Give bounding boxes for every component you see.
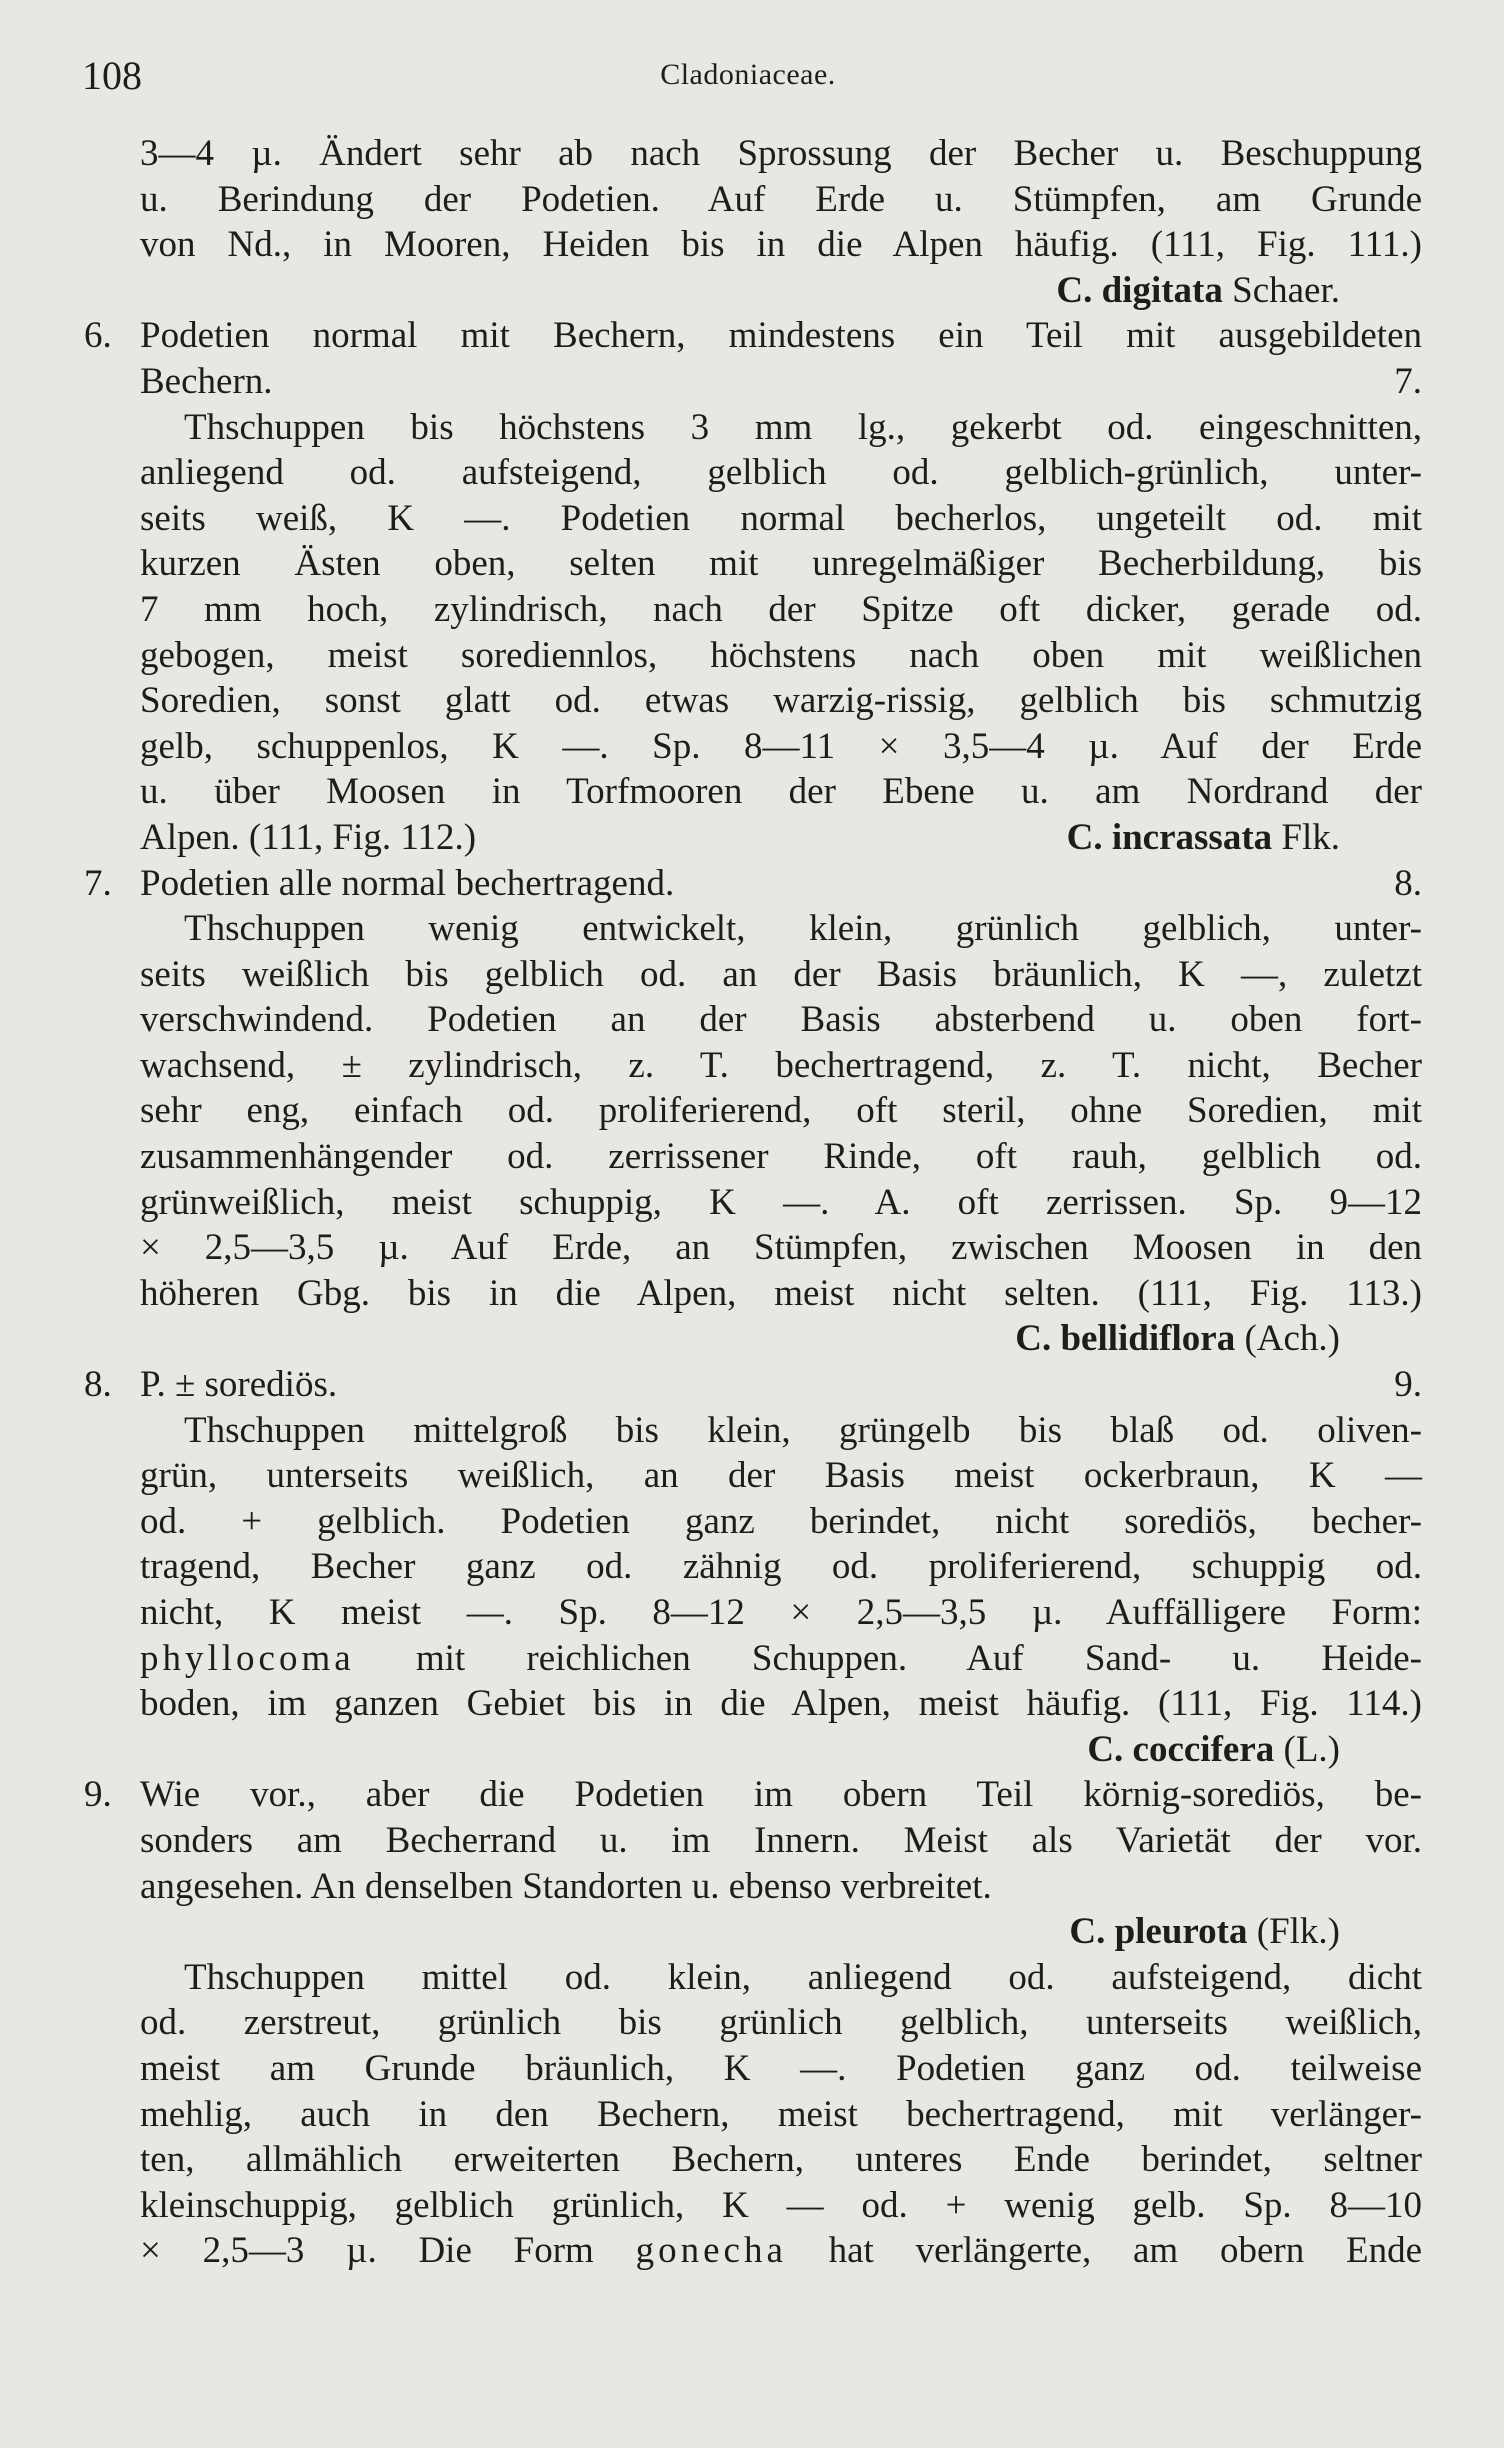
text-line: mehlig, auch in den Bechern, meist bechertragend, mit verlänger- [140, 2093, 1422, 2135]
form-name: gonecha [635, 2230, 787, 2272]
key-number: 9. [84, 1774, 112, 1816]
text-line: Thschuppen bis höchstens 3 mm lg., gekerbt od. eingeschnitten, [184, 406, 1422, 448]
text-line: zusammenhängender od. zerrissener Rinde, oft rauh, gelblich od. [140, 1136, 1422, 1178]
text-line: × 2,5—3,5 µ. Auf Erde, an Stümpfen, zwischen Moosen in den [140, 1227, 1422, 1269]
page-header [82, 52, 1414, 102]
text-line: sehr eng, einfach od. proliferierend, oft steril, ohne Soredien, mit [140, 1090, 1422, 1132]
text-line: Thschuppen wenig entwickelt, klein, grünlich gelblich, unter- [184, 908, 1422, 950]
species-binomial: C. bellidiflora [1015, 1318, 1236, 1360]
text-line: nicht, K meist —. Sp. 8—12 × 2,5—3,5 µ. Auffälligere Form: [140, 1592, 1422, 1633]
text-line: verschwindend. Podetien an der Basis absterbend u. oben fort- [140, 999, 1422, 1041]
text-line: Alpen. (111, Fig. 112.) C. incrassata Flk. [92, 815, 1422, 861]
key-entry-line: 7. Podetien alle normal bechertragend. 8. [92, 861, 1422, 907]
species-name: C. coccifera (L.) [1087, 1728, 1340, 1770]
text-line: u. über Moosen in Torfmooren der Ebene u. am Nordrand der [140, 771, 1422, 813]
species-binomial: C. digitata [1056, 269, 1223, 311]
text-line: seits weißlich bis gelblich od. an der Basis bräunlich, K —, zuletzt [140, 953, 1422, 995]
species-name: C. pleurota (Flk.) [1069, 1911, 1340, 1953]
key-lead-number: 8. [1394, 862, 1422, 904]
text-line: 7 mm hoch, zylindrisch, nach der Spitze oft dicker, gerade od. [140, 588, 1422, 630]
text-line: tragend, Becher ganz od. zähnig od. proliferierend, schuppig od. [140, 1546, 1422, 1588]
text-line: anliegend od. aufsteigend, gelblich od. gelblich-grünlich, unter- [140, 452, 1422, 494]
key-entry-line: 8. P. ± sorediös. 9. [92, 1362, 1422, 1408]
text-line: angesehen. An denselben Standorten u. ebenso verbreitet. [140, 1865, 992, 1907]
text-line: Thschuppen mittel od. klein, anliegend od. aufsteigend, dicht [184, 1956, 1422, 1998]
text-line: wachsend, ± zylindrisch, z. T. bechertragend, z. T. nicht, Becher [140, 1044, 1422, 1086]
text-line: höheren Gbg. bis in die Alpen, meist nicht selten. (111, Fig. 113.) [140, 1272, 1422, 1314]
text-line: od. zerstreut, grünlich bis grünlich gelblich, unterseits weißlich, [140, 2002, 1422, 2044]
species-binomial: C. pleurota [1069, 1911, 1248, 1953]
key-entry-line: Bechern. 7. [92, 359, 1422, 405]
key-entry-line: 9. Wie vor., aber die Podetien im obern Teil körnig-sorediös, be- [92, 1772, 1422, 1818]
species-name: C. bellidiflora (Ach.) [1015, 1318, 1340, 1360]
text-line: od. + gelblich. Podetien ganz berindet, nicht sorediös, becher- [140, 1500, 1422, 1542]
text-line: grünweißlich, meist schuppig, K —. A. oft zerrissen. Sp. 9—12 [140, 1181, 1422, 1223]
key-entry-line: 6. Podetien normal mit Bechern, mindestens ein Teil mit ausgebildeten [92, 313, 1422, 359]
text-line: gebogen, meist sorediennlos, höchstens nach oben mit weißlichen [140, 634, 1422, 676]
text-line: 3—4 µ. Ändert sehr ab nach Sprossung der Becher u. Beschuppung [140, 133, 1422, 174]
text-line: kleinschuppig, gelblich grünlich, K — od. + wenig gelb. Sp. 8—10 [140, 2184, 1422, 2226]
text-line: × 2,5—3 µ. Die Form gonecha hat verlängerte, am obern Ende [140, 2230, 1422, 2272]
text-line: kurzen Ästen oben, selten mit unregelmäßiger Becherbildung, bis [140, 543, 1422, 585]
text-line: meist am Grunde bräunlich, K —. Podetien ganz od. teilweise [140, 2047, 1422, 2089]
text-line: Thschuppen mittelgroß bis klein, grüngelb bis blaß od. oliven- [184, 1409, 1422, 1451]
key-lead-number: 9. [1394, 1364, 1422, 1406]
species-binomial: C. coccifera [1087, 1728, 1275, 1770]
text-line: sonders am Becherrand u. im Innern. Meist als Varietät der vor. [140, 1819, 1422, 1861]
key-number: 7. [84, 862, 112, 904]
text-line: u. Berindung der Podetien. Auf Erde u. Stümpfen, am Grunde [140, 178, 1422, 220]
form-name: phyllocoma [140, 1637, 355, 1679]
text-line: Soredien, sonst glatt od. etwas warzig-rissig, gelblich bis schmutzig [140, 680, 1422, 722]
page-number: 108 [82, 53, 142, 98]
document-body [84, 131, 1422, 2274]
key-number: 6. [84, 315, 112, 357]
species-name: C. digitata Schaer. [1056, 269, 1340, 311]
species-binomial: C. incrassata [1066, 816, 1273, 858]
text-line: von Nd., in Mooren, Heiden bis in die Alpen häufig. (111, Fig. 111.) [140, 224, 1422, 266]
species-name: C. incrassata Flk. [1066, 816, 1340, 858]
key-number: 8. [84, 1364, 112, 1406]
running-title: Cladoniaceae. [660, 58, 836, 91]
key-lead-number: 7. [1394, 360, 1422, 402]
text-line: seits weiß, K —. Podetien normal becherlos, ungeteilt od. mit [140, 497, 1422, 539]
text-line: phyllocoma mit reichlichen Schuppen. Auf Sand- u. Heide- [140, 1637, 1422, 1679]
text-line: grün, unterseits weißlich, an der Basis meist ockerbraun, K — [140, 1455, 1422, 1497]
text-line: gelb, schuppenlos, K —. Sp. 8—11 × 3,5—4 µ. Auf der Erde [140, 725, 1422, 767]
text-line: boden, im ganzen Gebiet bis in die Alpen, meist häufig. (111, Fig. 114.) [140, 1683, 1422, 1725]
text-line: ten, allmählich erweiterten Bechern, unteres Ende berindet, seltner [140, 2139, 1422, 2181]
